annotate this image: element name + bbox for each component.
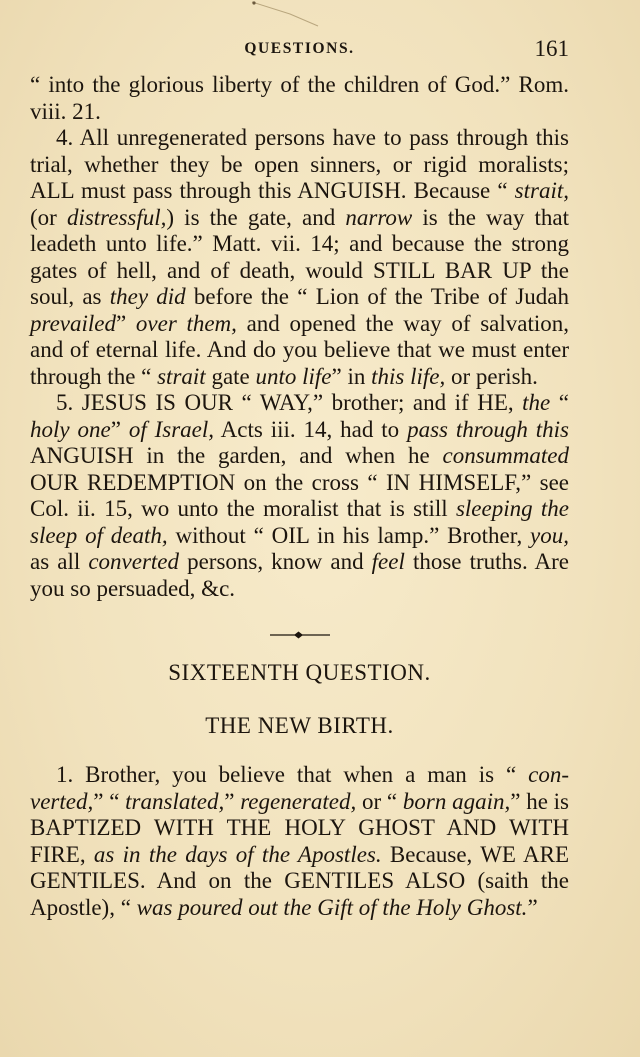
text-run: OUR REDEMPTION on the cross “ IN HIMSELF,” see Col. ii. 15, wo unto the moralist that is still [30,469,569,521]
text-run: as all [30,549,89,574]
paragraph-continued [30,72,569,125]
italic-text-run: regenerated, [240,788,357,814]
italic-text-run: this life, [371,363,446,389]
text-run: (or [30,204,67,230]
running-head [30,36,569,72]
text-run: Acts iii. 14, had to [214,416,408,442]
italic-text-run: strait, [514,178,569,203]
text-run: ” in [331,363,372,389]
text-run: ANGUISH in the garden, and when he [30,443,443,468]
italic-text-run: as in the days of the Apostles. [93,841,382,867]
text-run: or perish. [445,363,538,389]
italic-text-run: the [522,390,551,415]
italic-text-run: translated, [125,788,225,814]
book-page [30,36,569,921]
italic-text-run: was poured out the Gift of the Holy Ghost. [136,894,528,920]
text-run: ” [116,310,136,336]
italic-text-run: converted [88,549,179,574]
running-title: QUESTIONS. [244,40,355,57]
paragraph-4 [30,125,569,390]
text-run: is the way that leadeth unto life.” Matt. vii. 14; and because the strong gates of hell, and of death, would STILL BAR UP the soul, as [30,204,569,309]
text-run: ” he is BAPTIZED WITH THE HOLY GHOST AND WITH FIRE, [30,788,570,867]
text-run: ) is the gate, and [166,204,346,230]
italic-text-run: sleeping the sleep of death, [30,496,569,548]
ornament-icon [268,630,332,640]
text-run: persons, know and [179,549,372,574]
italic-text-run: feel [371,549,405,574]
italic-text-run: of Israel, [128,416,215,442]
text-run: without “ OIL in his lamp.” Brother, [167,522,531,548]
italic-text-run: pass through this [407,416,569,442]
text-run: gate [205,363,256,389]
text-run: ” [224,788,241,814]
italic-text-run: you, [530,522,570,548]
italic-text-run: born again, [402,788,511,814]
text-run: those truths. Are you so persuaded, &c. [30,549,569,601]
text-run: and opened the way of salvation, and of eternal life. And do you believe that we must enter through the “ [30,310,569,389]
text-run: before the “ Lion of the Tribe of Judah [185,284,569,309]
section-title: SIXTEENTH QUESTION. [168,660,431,685]
italic-text-run: narrow [345,204,413,230]
section-subtitle: THE NEW BIRTH. [205,713,394,738]
text-run: ” “ [93,788,126,814]
text-run: 5. JESUS IS OUR “ WAY,” brother; and if HE, [56,390,523,415]
section-body [30,762,569,921]
italic-text-run: strait [157,363,206,389]
italic-text-run: converted, [30,762,569,814]
text-run: 1. Brother, you believe that when a man is “ [56,762,529,787]
text-run: or “ [356,788,403,814]
text-run: ” [527,894,538,920]
paragraph-5 [30,390,569,602]
ornamental-rule [30,630,569,640]
italic-text-run: they did [109,284,186,309]
italic-text-run: consummated [442,443,569,468]
paragraph-1 [30,762,569,921]
italic-text-run: over them, [135,310,237,336]
italic-text-run: distressful, [66,204,167,230]
page-number: 161 [534,36,569,61]
text-run: 4. All unregenerated persons have to pass through this trial, whether they be open sinners, or rigid moralists; ALL must pass through this ANGUISH. Because “ [30,125,569,203]
text-run: “ into the glorious liberty of the children of God.” Rom. viii. 21. [30,72,569,124]
italic-text-run: prevailed [30,310,117,336]
page-fold-mark [250,0,320,28]
text-run: “ [550,390,569,415]
italic-text-run: unto life [255,363,332,389]
text-run: Because, WE ARE GENTILES. And on the GENTILES ALSO (saith the Apostle), “ [30,841,569,920]
italic-text-run: holy one [30,416,111,442]
body-text [30,72,569,602]
text-run: ” [110,416,129,442]
